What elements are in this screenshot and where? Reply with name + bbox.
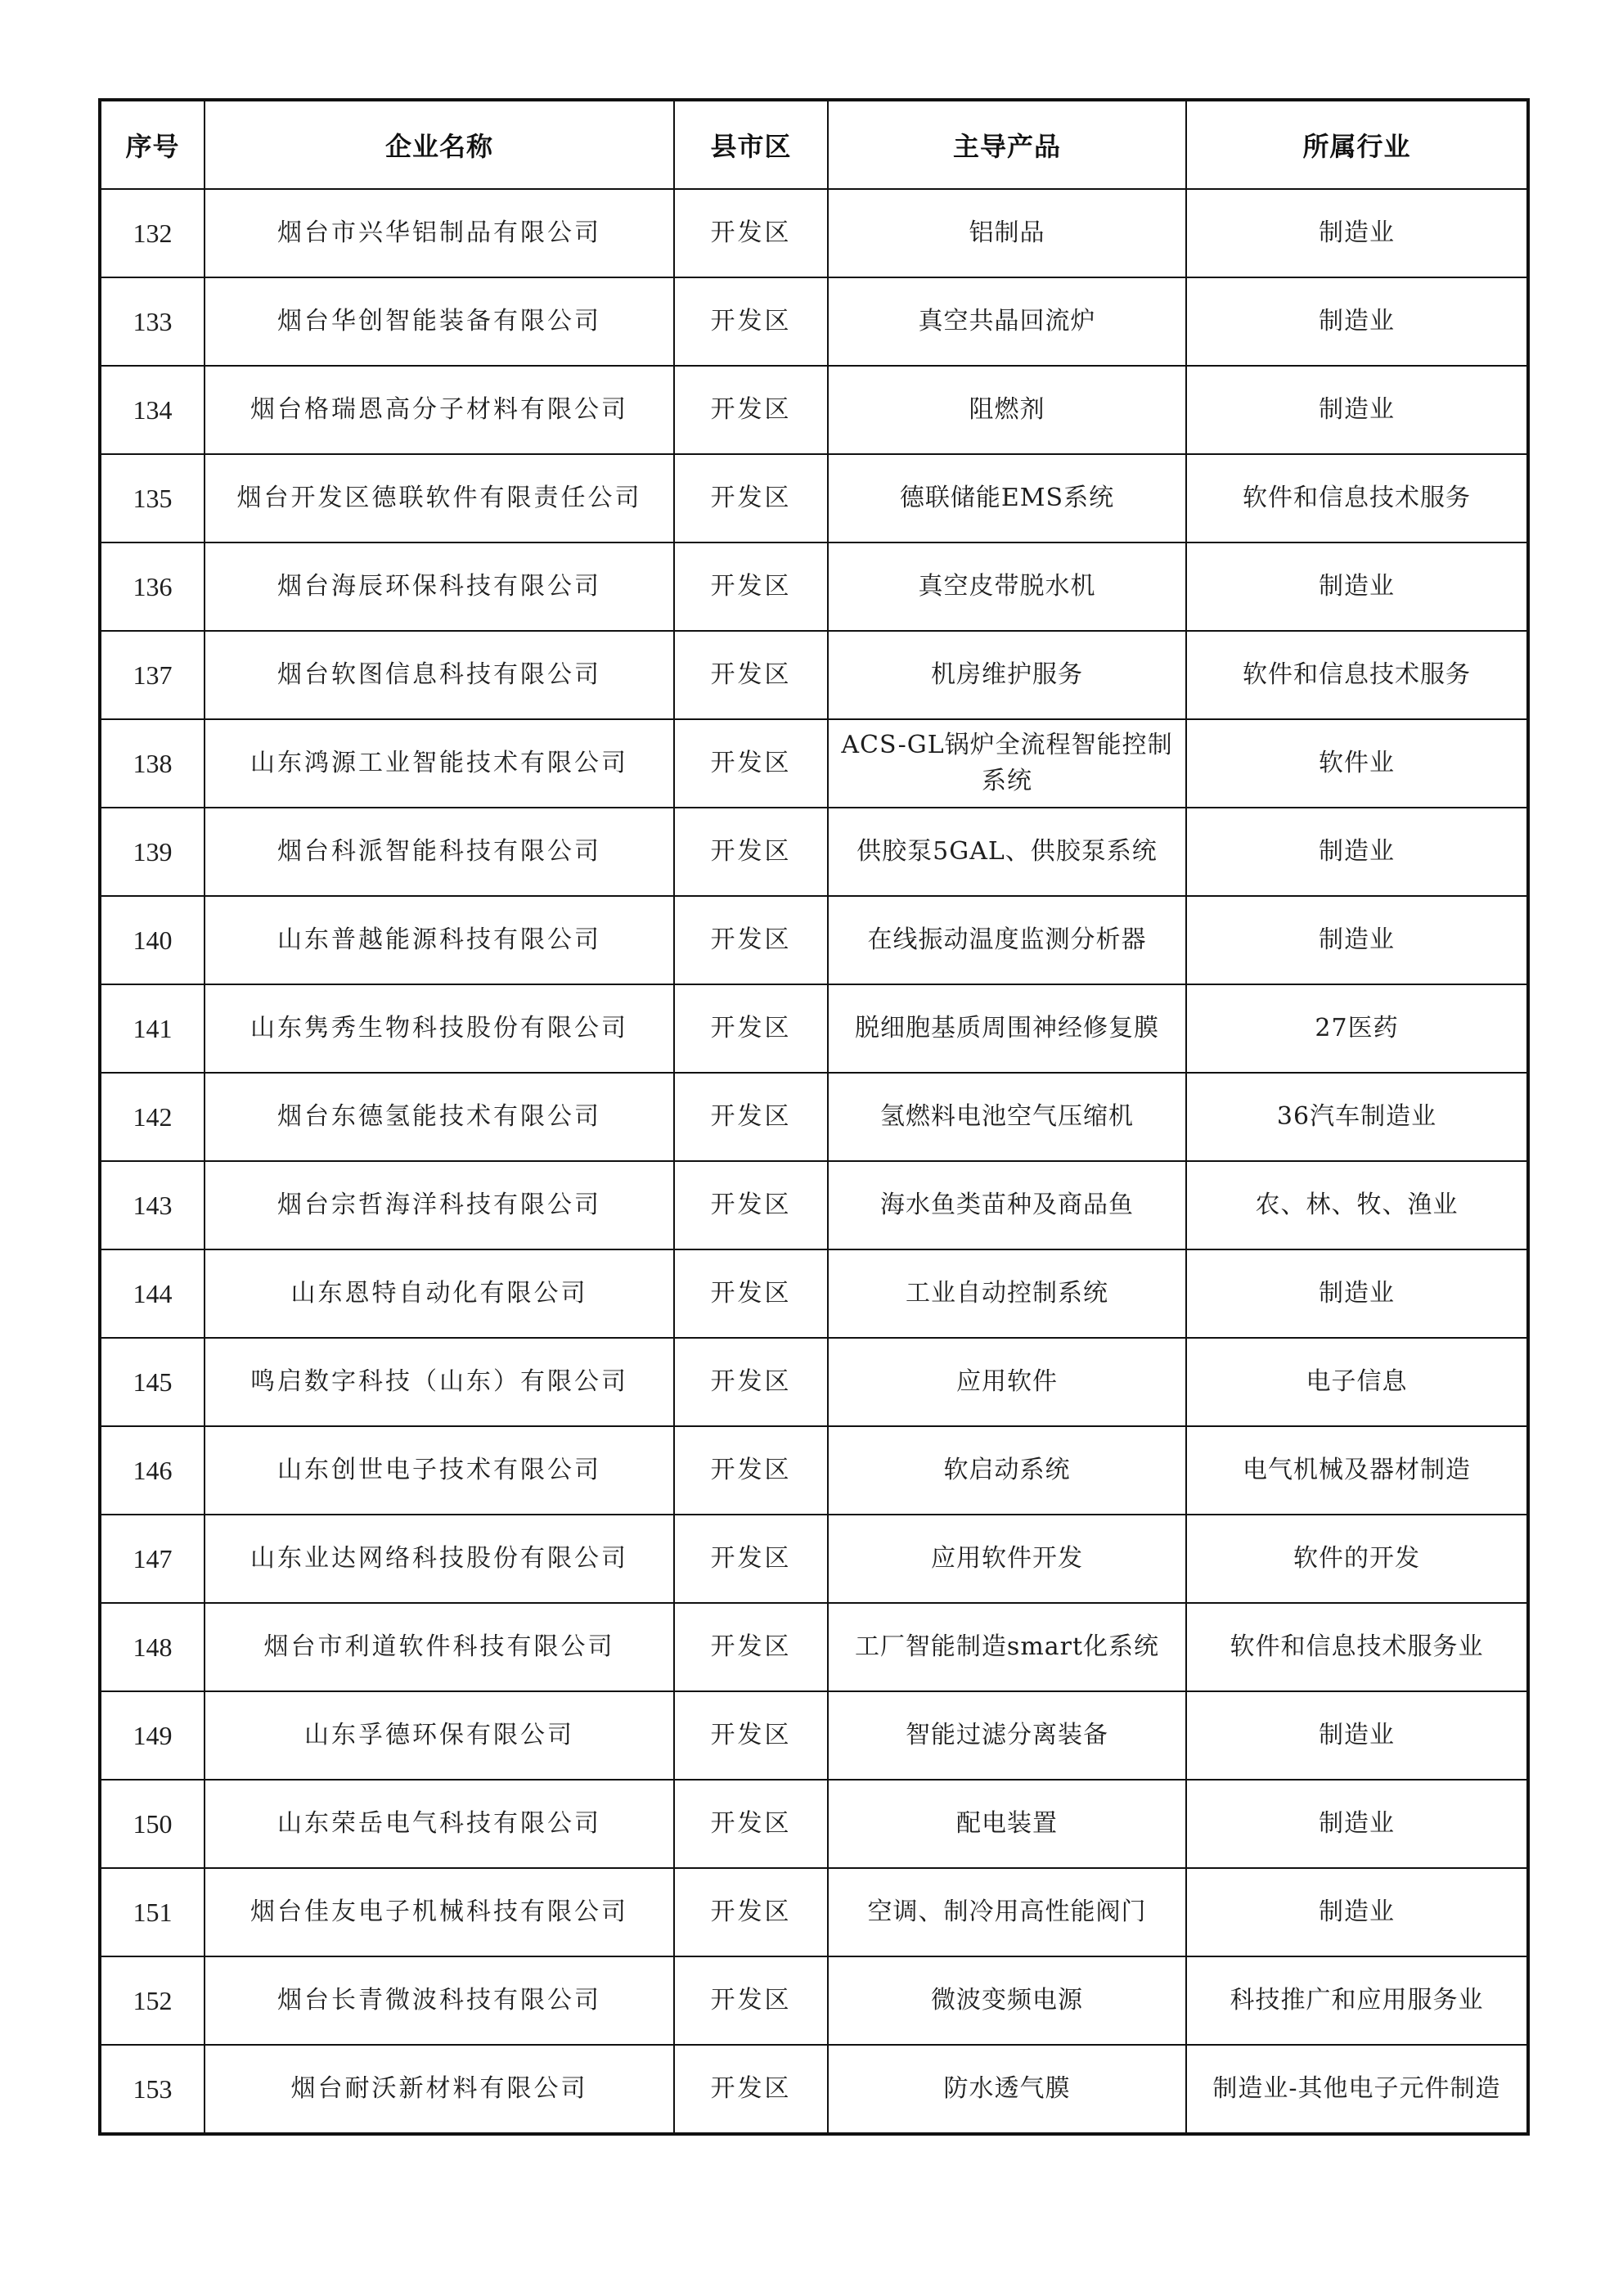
cell-no: 139 <box>100 808 205 896</box>
cell-main-product: 铝制品 <box>828 189 1186 277</box>
cell-county: 开发区 <box>674 1426 828 1515</box>
cell-main-product: 应用软件开发 <box>828 1515 1186 1603</box>
cell-company-name: 烟台开发区德联软件有限责任公司 <box>205 454 674 542</box>
cell-county: 开发区 <box>674 631 828 719</box>
cell-main-product: 应用软件 <box>828 1338 1186 1426</box>
table-row <box>100 277 1528 366</box>
cell-industry: 软件业 <box>1186 719 1528 808</box>
cell-industry: 制造业-其他电子元件制造 <box>1186 2045 1528 2134</box>
cell-county: 开发区 <box>674 896 828 984</box>
cell-county: 开发区 <box>674 277 828 366</box>
cell-industry: 软件和信息技术服务业 <box>1186 1603 1528 1691</box>
cell-main-product: 海水鱼类苗种及商品鱼 <box>828 1161 1186 1249</box>
cell-company-name: 烟台长青微波科技有限公司 <box>205 1956 674 2045</box>
cell-company-name: 山东荣岳电气科技有限公司 <box>205 1780 674 1868</box>
cell-company-name: 山东隽秀生物科技股份有限公司 <box>205 984 674 1073</box>
cell-company-name: 山东创世电子技术有限公司 <box>205 1426 674 1515</box>
cell-company-name: 烟台市利道软件科技有限公司 <box>205 1603 674 1691</box>
cell-industry: 制造业 <box>1186 542 1528 631</box>
cell-main-product: 配电装置 <box>828 1780 1186 1868</box>
table-row <box>100 366 1528 454</box>
cell-no: 149 <box>100 1691 205 1780</box>
cell-industry: 27医药 <box>1186 984 1528 1073</box>
cell-county: 开发区 <box>674 2045 828 2134</box>
cell-no: 152 <box>100 1956 205 2045</box>
cell-company-name: 山东鸿源工业智能技术有限公司 <box>205 719 674 808</box>
cell-no: 151 <box>100 1868 205 1956</box>
cell-company-name: 山东普越能源科技有限公司 <box>205 896 674 984</box>
cell-industry: 制造业 <box>1186 1691 1528 1780</box>
cell-county: 开发区 <box>674 1073 828 1161</box>
table-row <box>100 542 1528 631</box>
cell-county: 开发区 <box>674 1691 828 1780</box>
cell-company-name: 鸣启数字科技（山东）有限公司 <box>205 1338 674 1426</box>
cell-no: 150 <box>100 1780 205 1868</box>
table-row <box>100 1249 1528 1338</box>
cell-industry: 电子信息 <box>1186 1338 1528 1426</box>
cell-industry: 电气机械及器材制造 <box>1186 1426 1528 1515</box>
table-row <box>100 719 1528 808</box>
cell-main-product: 德联储能EMS系统 <box>828 454 1186 542</box>
cell-county: 开发区 <box>674 1956 828 2045</box>
cell-main-product: 在线振动温度监测分析器 <box>828 896 1186 984</box>
header-row <box>100 100 1528 189</box>
table-row <box>100 1691 1528 1780</box>
cell-no: 146 <box>100 1426 205 1515</box>
cell-county: 开发区 <box>674 1249 828 1338</box>
cell-no: 138 <box>100 719 205 808</box>
cell-main-product: 氢燃料电池空气压缩机 <box>828 1073 1186 1161</box>
cell-industry: 农、林、牧、渔业 <box>1186 1161 1528 1249</box>
cell-company-name: 山东孚德环保有限公司 <box>205 1691 674 1780</box>
cell-main-product: 脱细胞基质周围神经修复膜 <box>828 984 1186 1073</box>
cell-industry: 制造业 <box>1186 366 1528 454</box>
header-industry: 所属行业 <box>1186 100 1528 189</box>
cell-industry: 制造业 <box>1186 189 1528 277</box>
table-row <box>100 454 1528 542</box>
cell-main-product: 真空共晶回流炉 <box>828 277 1186 366</box>
header-county: 县市区 <box>674 100 828 189</box>
cell-no: 140 <box>100 896 205 984</box>
table-row <box>100 1868 1528 1956</box>
cell-company-name: 烟台格瑞恩高分子材料有限公司 <box>205 366 674 454</box>
cell-industry: 软件的开发 <box>1186 1515 1528 1603</box>
table-row <box>100 1338 1528 1426</box>
cell-no: 145 <box>100 1338 205 1426</box>
cell-company-name: 烟台软图信息科技有限公司 <box>205 631 674 719</box>
header-product: 主导产品 <box>828 100 1186 189</box>
cell-county: 开发区 <box>674 542 828 631</box>
cell-no: 136 <box>100 542 205 631</box>
cell-no: 147 <box>100 1515 205 1603</box>
cell-industry: 制造业 <box>1186 1780 1528 1868</box>
header-no: 序号 <box>100 100 205 189</box>
table-row <box>100 808 1528 896</box>
header-name: 企业名称 <box>205 100 674 189</box>
cell-company-name: 山东业达网络科技股份有限公司 <box>205 1515 674 1603</box>
cell-county: 开发区 <box>674 719 828 808</box>
cell-industry: 软件和信息技术服务 <box>1186 454 1528 542</box>
cell-county: 开发区 <box>674 1338 828 1426</box>
cell-company-name: 山东恩特自动化有限公司 <box>205 1249 674 1338</box>
cell-no: 144 <box>100 1249 205 1338</box>
table-row <box>100 189 1528 277</box>
cell-company-name: 烟台东德氢能技术有限公司 <box>205 1073 674 1161</box>
enterprise-table <box>98 98 1530 2136</box>
table-row <box>100 1426 1528 1515</box>
cell-main-product: 智能过滤分离装备 <box>828 1691 1186 1780</box>
cell-county: 开发区 <box>674 454 828 542</box>
cell-company-name: 烟台市兴华铝制品有限公司 <box>205 189 674 277</box>
cell-company-name: 烟台耐沃新材料有限公司 <box>205 2045 674 2134</box>
cell-no: 137 <box>100 631 205 719</box>
cell-industry: 制造业 <box>1186 896 1528 984</box>
cell-main-product: 工业自动控制系统 <box>828 1249 1186 1338</box>
table-row <box>100 1780 1528 1868</box>
cell-county: 开发区 <box>674 1161 828 1249</box>
cell-county: 开发区 <box>674 189 828 277</box>
table-row <box>100 1603 1528 1691</box>
cell-county: 开发区 <box>674 984 828 1073</box>
table-row <box>100 896 1528 984</box>
table-row <box>100 1161 1528 1249</box>
cell-main-product: 软启动系统 <box>828 1426 1186 1515</box>
cell-county: 开发区 <box>674 808 828 896</box>
cell-main-product: 真空皮带脱水机 <box>828 542 1186 631</box>
table-row <box>100 631 1528 719</box>
cell-main-product: 微波变频电源 <box>828 1956 1186 2045</box>
cell-main-product: 防水透气膜 <box>828 2045 1186 2134</box>
table-row <box>100 2045 1528 2134</box>
cell-no: 141 <box>100 984 205 1073</box>
cell-industry: 制造业 <box>1186 808 1528 896</box>
cell-county: 开发区 <box>674 1868 828 1956</box>
cell-industry: 制造业 <box>1186 1249 1528 1338</box>
table-row <box>100 1073 1528 1161</box>
cell-no: 148 <box>100 1603 205 1691</box>
cell-company-name: 烟台宗哲海洋科技有限公司 <box>205 1161 674 1249</box>
cell-no: 134 <box>100 366 205 454</box>
cell-main-product: ACS-GL锅炉全流程智能控制系统 <box>828 719 1186 808</box>
cell-company-name: 烟台华创智能装备有限公司 <box>205 277 674 366</box>
cell-industry: 制造业 <box>1186 1868 1528 1956</box>
cell-industry: 科技推广和应用服务业 <box>1186 1956 1528 2045</box>
cell-company-name: 烟台海辰环保科技有限公司 <box>205 542 674 631</box>
table-header <box>100 100 1528 189</box>
cell-no: 132 <box>100 189 205 277</box>
cell-main-product: 阻燃剂 <box>828 366 1186 454</box>
cell-main-product: 空调、制冷用高性能阀门 <box>828 1868 1186 1956</box>
cell-no: 133 <box>100 277 205 366</box>
cell-industry: 36汽车制造业 <box>1186 1073 1528 1161</box>
cell-company-name: 烟台佳友电子机械科技有限公司 <box>205 1868 674 1956</box>
cell-no: 135 <box>100 454 205 542</box>
cell-county: 开发区 <box>674 366 828 454</box>
cell-county: 开发区 <box>674 1603 828 1691</box>
table-body <box>100 189 1528 2134</box>
cell-industry: 软件和信息技术服务 <box>1186 631 1528 719</box>
cell-no: 143 <box>100 1161 205 1249</box>
table-row <box>100 984 1528 1073</box>
cell-company-name: 烟台科派智能科技有限公司 <box>205 808 674 896</box>
cell-no: 153 <box>100 2045 205 2134</box>
cell-industry: 制造业 <box>1186 277 1528 366</box>
cell-county: 开发区 <box>674 1515 828 1603</box>
cell-main-product: 机房维护服务 <box>828 631 1186 719</box>
cell-no: 142 <box>100 1073 205 1161</box>
table-row <box>100 1956 1528 2045</box>
cell-main-product: 供胶泵5GAL、供胶泵系统 <box>828 808 1186 896</box>
cell-main-product: 工厂智能制造smart化系统 <box>828 1603 1186 1691</box>
table-row <box>100 1515 1528 1603</box>
cell-county: 开发区 <box>674 1780 828 1868</box>
